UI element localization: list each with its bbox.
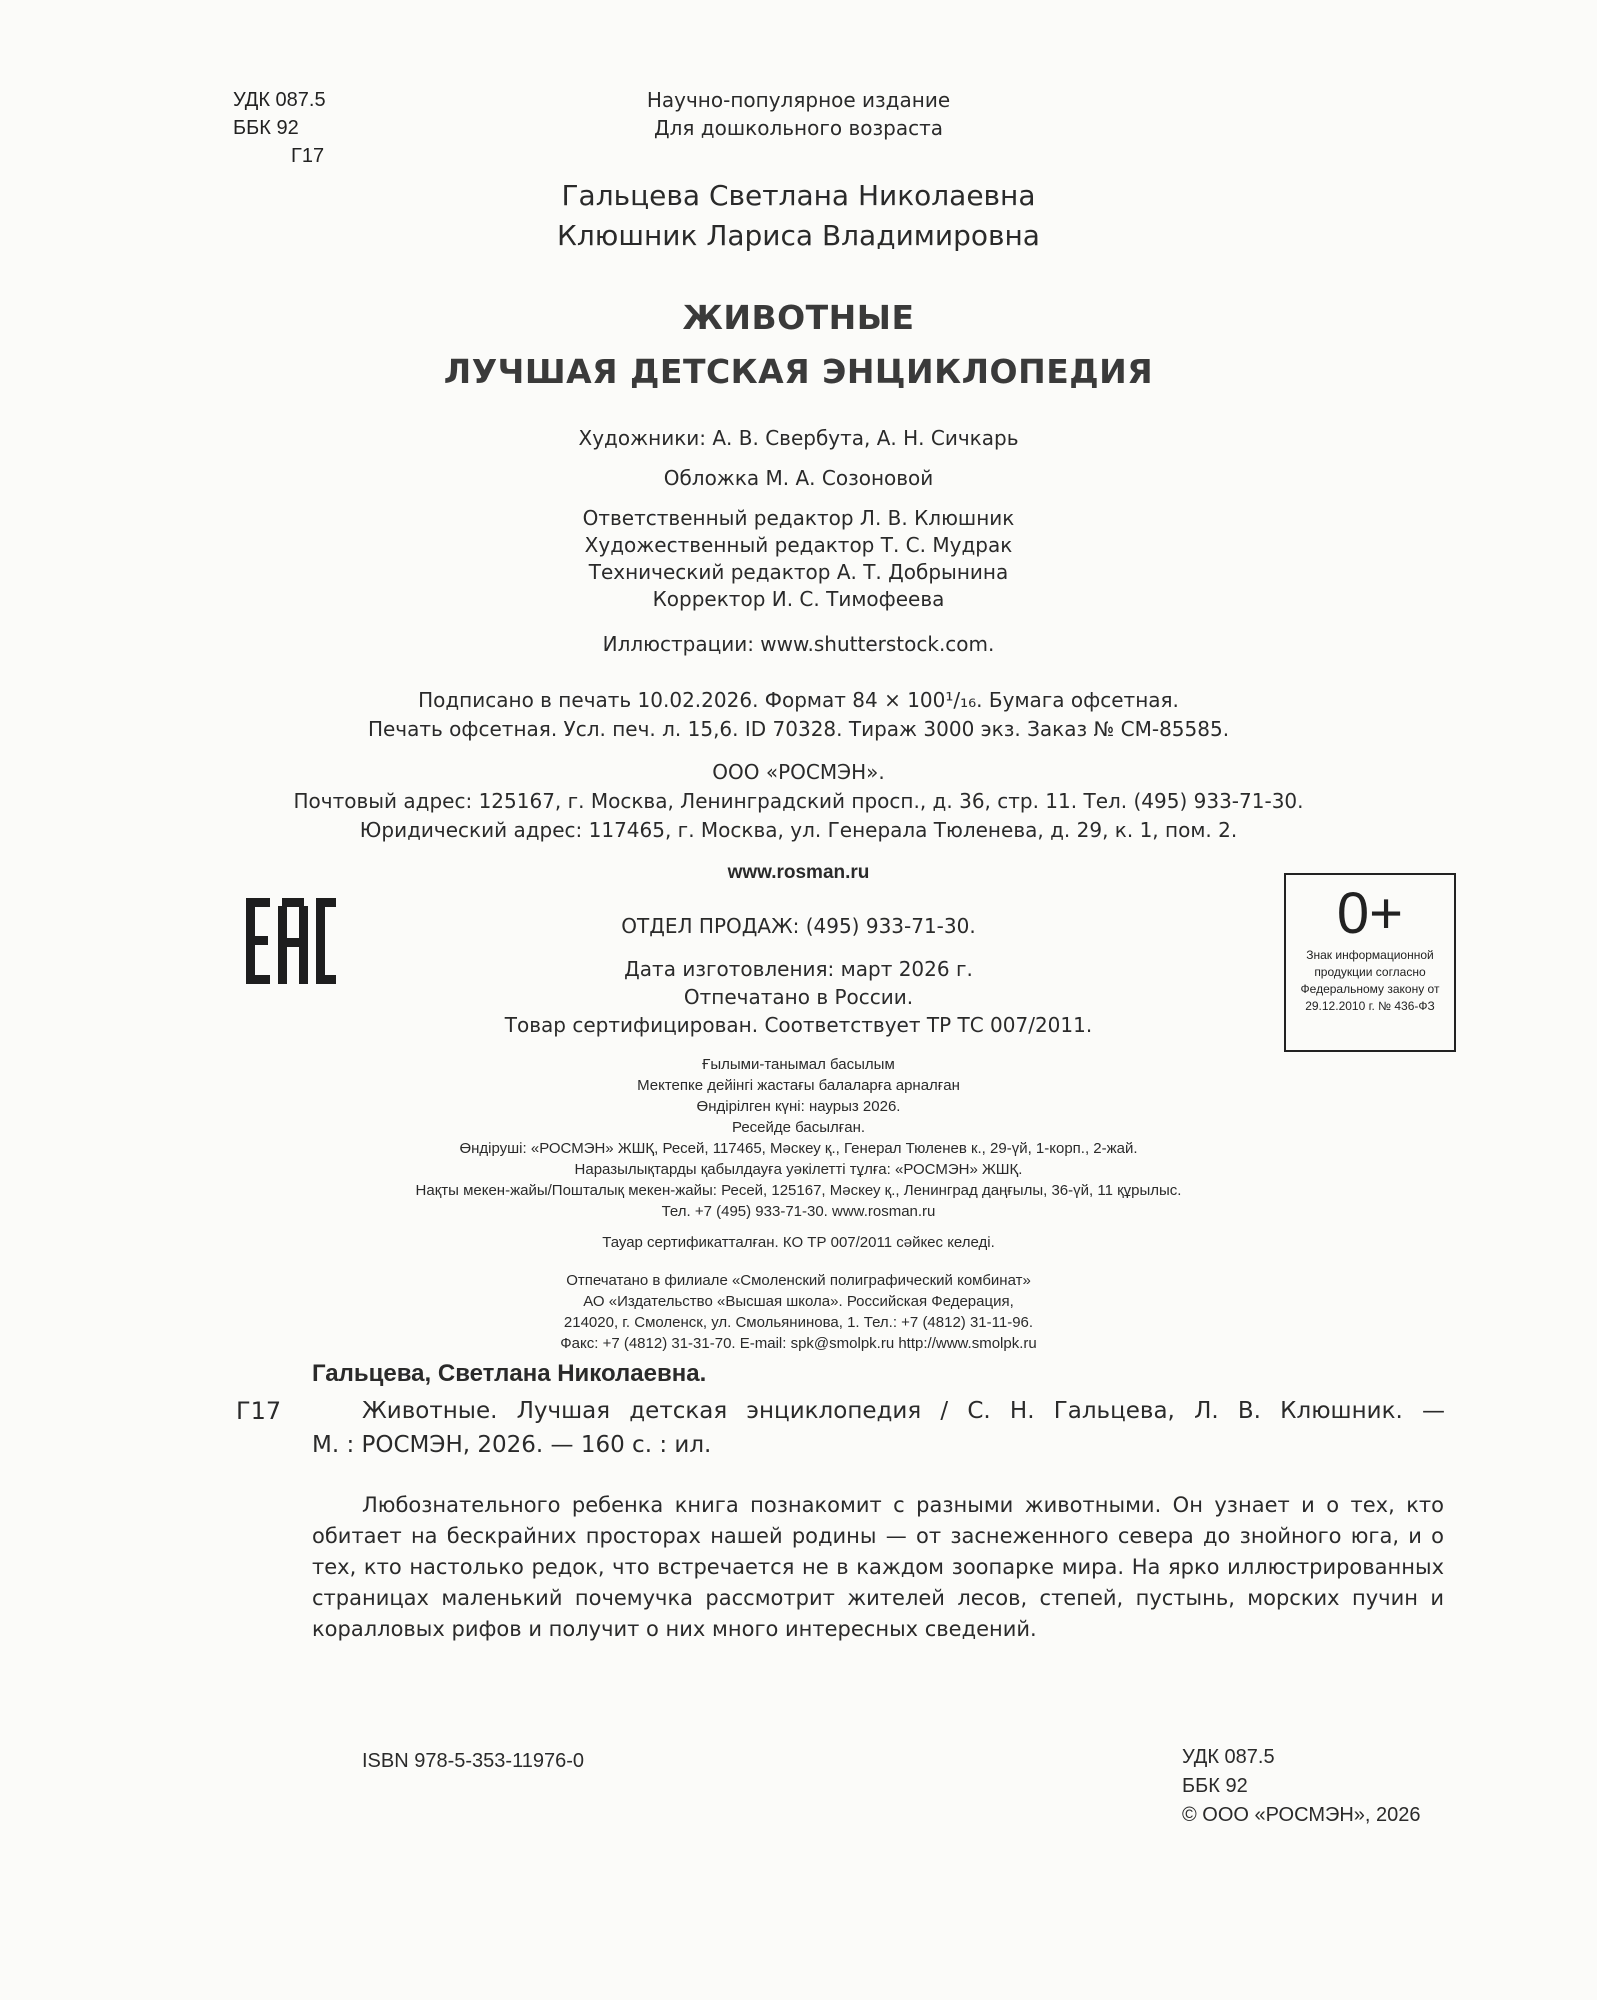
- age-rating-note: Знак информационной продукции согласно Федеральному закону от 29.12.2010 г. № 436-ФЗ: [1300, 948, 1440, 1013]
- author-2: Клюшник Лариса Владимировна: [557, 219, 1040, 252]
- age-rating-badge: [1284, 873, 1456, 1052]
- annotation: [312, 1490, 1444, 1645]
- editor-art: Художественный редактор Т. С. Мудрак: [584, 533, 1013, 557]
- printer-info: [0, 1270, 1597, 1354]
- title-line-1: ЖИВОТНЫЕ: [682, 298, 915, 337]
- bbk-code-bottom: ББК 92: [1182, 1775, 1248, 1797]
- bib-code: Г17: [236, 1397, 282, 1425]
- printer-line-2: АО «Издательство «Высшая школа». Российская Федерация,: [583, 1293, 1014, 1310]
- kazakh-info: [0, 1054, 1597, 1222]
- edition-age: Для дошкольного возраста: [654, 116, 943, 140]
- credit-artists: Художники: А. В. Свербута, А. Н. Сичкарь: [578, 426, 1019, 450]
- edition-type: Научно-популярное издание: [646, 88, 951, 112]
- publisher-legal: Юридический адрес: 117465, г. Москва, ул. Генерала Тюленева, д. 29, к. 1, пом. 2.: [359, 818, 1238, 842]
- bbk-code: ББК 92: [233, 117, 299, 139]
- udk-code: УДК 087.5: [233, 89, 326, 111]
- age-rating-value: 0+: [1336, 881, 1404, 946]
- publisher-name: ООО «РОСМЭН».: [712, 760, 885, 784]
- credit-illustrations: Иллюстрации: www.shutterstock.com.: [602, 632, 995, 656]
- credit-cover: Обложка М. А. Созоновой: [663, 466, 934, 490]
- printer-line-1: Отпечатано в филиале «Смоленский полиграфический комбинат»: [566, 1272, 1031, 1289]
- kz-certification: Тауар сертификатталған. КО ТР 007/2011 сәйкес келеді.: [602, 1234, 995, 1251]
- kz-line-8: Тел. +7 (495) 933-71-30. www.rosman.ru: [661, 1203, 936, 1220]
- editor-technical: Технический редактор А. Т. Добрынина: [588, 560, 1009, 584]
- print-info: [0, 686, 1597, 744]
- annotation-text: Любознательного ребенка книга познакомит с разными животными. Он узнает и о тех, кто обитает на бескрайних просторах нашей родины — от заснеженного севера до знойного юга, и о тех, кто настолько редок, что встречается не в каждом зоопарке мира. На ярко иллюстрированных страницах маленький почемучка рассмотрит жителей лесов, степей, пустынь, морских пучин и коралловых рифов и получит о них много интересных сведений.: [312, 1493, 1444, 1641]
- editor-responsible: Ответственный редактор Л. В. Клюшник: [582, 506, 1015, 530]
- bib-imprint-line: М. : РОСМЭН, 2026. — 160 с. : ил.: [312, 1432, 712, 1458]
- printer-line-4: Факс: +7 (4812) 31-31-70. E-mail: spk@smolpk.ru http://www.smolpk.ru: [560, 1335, 1037, 1352]
- sales-dept: ОТДЕЛ ПРОДАЖ: (495) 933-71-30.: [621, 914, 976, 938]
- publisher-postal: Почтовый адрес: 125167, г. Москва, Ленинградский просп., д. 36, стр. 11. Тел. (495) 933-71-30.: [293, 789, 1304, 813]
- udk-code-bottom: УДК 087.5: [1182, 1746, 1275, 1768]
- kz-line-7: Нақты мекен-жайы/Пошталық мекен-жайы: Ресей, 125167, Мәскеу қ., Ленинград даңғылы, 36-үй, 11 құрылыс.: [415, 1182, 1182, 1199]
- copyright: © ООО «РОСМЭН», 2026: [1182, 1804, 1421, 1826]
- author-1: Гальцева Светлана Николаевна: [561, 179, 1036, 212]
- kz-line-4: Ресейде басылған.: [731, 1119, 866, 1136]
- edition-info: [0, 86, 1597, 142]
- author-sign: Г17: [291, 145, 325, 167]
- publisher-site: www.rosman.ru: [727, 862, 870, 883]
- bib-title-line: Животные. Лучшая детская энциклопедия / С. Н. Гальцева, Л. В. Клюшник. —: [362, 1398, 1445, 1424]
- printed-in: Отпечатано в России.: [683, 985, 914, 1009]
- printer-line-3: 214020, г. Смоленск, ул. Смольянинова, 1. Тел.: +7 (4812) 31-11-96.: [563, 1314, 1034, 1331]
- udk-block-bottom: [1182, 1743, 1421, 1830]
- print-info-line-2: Печать офсетная. Усл. печ. л. 15,6. ID 70328. Тираж 3000 экз. Заказ № СМ-85585.: [367, 717, 1230, 741]
- eac-mark: [246, 898, 336, 984]
- kz-line-5: Өндіруші: «РОСМЭН» ЖШҚ, Ресей, 117465, Мәскеу қ., Генерал Тюленев к., 29-үй, 1-корп., 2-жай.: [459, 1140, 1138, 1157]
- book-title: [0, 291, 1597, 399]
- authors: [0, 176, 1597, 256]
- kz-line-2: Мектепке дейінгі жастағы балаларға арналған: [637, 1077, 960, 1094]
- proofreader: Корректор И. С. Тимофеева: [652, 587, 945, 611]
- certification: Товар сертифицирован. Соответствует ТР ТС 007/2011.: [504, 1013, 1093, 1037]
- production-date: Дата изготовления: март 2026 г.: [624, 957, 973, 981]
- kz-line-3: Өндірілген күні: наурыз 2026.: [696, 1098, 901, 1115]
- bib-author: Гальцева, Светлана Николаевна.: [312, 1360, 707, 1387]
- title-line-2: ЛУЧШАЯ ДЕТСКАЯ ЭНЦИКЛОПЕДИЯ: [443, 352, 1154, 391]
- isbn: ISBN 978-5-353-11976-0: [362, 1750, 584, 1772]
- kz-line-1: Ғылыми-танымал басылым: [702, 1056, 895, 1073]
- publisher-info: [0, 758, 1597, 845]
- kz-line-6: Наразылықтарды қабылдауға уәкілетті тұлға: «РОСМЭН» ЖШҚ.: [574, 1161, 1023, 1178]
- credit-editors: [0, 505, 1597, 613]
- print-info-line-1: Подписано в печать 10.02.2026. Формат 84 × 100¹/₁₆. Бумага офсетная.: [418, 688, 1179, 712]
